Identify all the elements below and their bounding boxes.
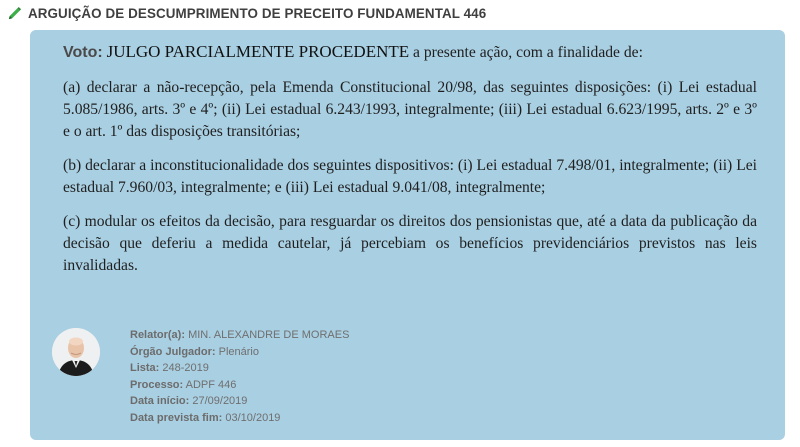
meta-data-inicio: Data início: 27/09/2019 [130, 395, 248, 408]
vote-card [30, 30, 785, 440]
meta-relator: Relator(a): MIN. ALEXANDRE DE MORAES [130, 329, 350, 341]
meta-data-fim: Data prevista fim: 03/10/2019 [130, 411, 281, 424]
vote-paragraph-c: (c) modular os efeitos da decisão, para resguardar os direitos dos pensionistas que, até a data da publicação da decisão que deferiu a medida cautelar, já percebiam os benefícios previdenciários previstos nas leis invalidadas. [63, 213, 757, 274]
vote-paragraph-b: (b) declarar a inconstitucionalidade dos seguintes dispositivos: (i) Lei estadual 7.498/01, integralmente; (ii) Lei estadual 7.960/03, integralmente; e (iii) Lei estadual 9.041/08, integralmente; [63, 157, 757, 196]
avatar [52, 328, 100, 376]
page-title: ARGUIÇÃO DE DESCUMPRIMENTO DE PRECEITO FUNDAMENTAL 446 [28, 5, 487, 21]
vote-decision: JULGO PARCIALMENTE PROCEDENTE [106, 42, 410, 61]
vote-text [63, 40, 757, 289]
meta-lista: Lista: 248-2019 [130, 362, 209, 375]
pencil-icon [6, 5, 22, 21]
meta-processo: Processo: ADPF 446 [130, 378, 237, 391]
meta-orgao: Órgão Julgador: Plenário [130, 345, 259, 358]
vote-lead: a presente ação, com a finalidade de: [409, 44, 643, 61]
vote-heading [63, 40, 757, 65]
page-header [6, 3, 486, 23]
process-meta [130, 327, 349, 427]
vote-label: Voto: [63, 44, 103, 61]
vote-paragraph-a: (a) declarar a não-recepção, pela Emenda Constitucional 20/98, das seguintes disposições: (i) Lei estadual 5.085/1986, arts. 3º e 4º; (ii) Lei estadual 6.243/1993, integralmente; (iii) Lei estadual 6.623/1995, arts. 2º e 3º e o art. 1º das disposições transitórias; [63, 79, 757, 140]
